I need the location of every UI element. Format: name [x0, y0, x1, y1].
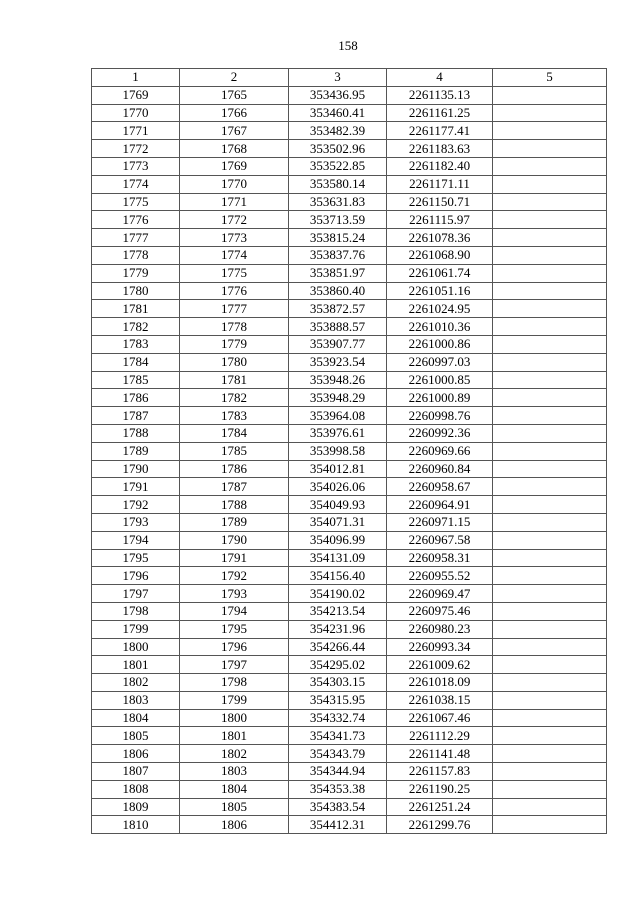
- table-cell: [493, 300, 607, 318]
- table-cell: 1787: [92, 407, 180, 425]
- table-cell: [493, 86, 607, 104]
- table-cell: 1806: [92, 745, 180, 763]
- table-row: [92, 157, 607, 175]
- table-cell: 1795: [92, 549, 180, 567]
- table-cell: [493, 478, 607, 496]
- table-cell: 353872.57: [289, 300, 387, 318]
- table-row: [92, 549, 607, 567]
- table-cell: 353837.76: [289, 246, 387, 264]
- table-cell: [493, 353, 607, 371]
- table-cell: 1804: [92, 709, 180, 727]
- table-cell: 354012.81: [289, 460, 387, 478]
- table-cell: [493, 727, 607, 745]
- table-cell: 354295.02: [289, 656, 387, 674]
- table-cell: [493, 246, 607, 264]
- table-cell: 2261010.36: [387, 318, 493, 336]
- table-cell: [493, 549, 607, 567]
- table-cell: 1776: [180, 282, 289, 300]
- table-row: [92, 602, 607, 620]
- table-cell: 1766: [180, 104, 289, 122]
- table-cell: 1806: [180, 816, 289, 834]
- table-cell: 2260969.47: [387, 585, 493, 603]
- table-row: [92, 709, 607, 727]
- table-cell: 1774: [180, 246, 289, 264]
- table-row: [92, 282, 607, 300]
- table-cell: 1783: [92, 335, 180, 353]
- table-cell: [493, 709, 607, 727]
- table-cell: 1799: [92, 620, 180, 638]
- table-cell: 354156.40: [289, 567, 387, 585]
- table-row: [92, 353, 607, 371]
- table-cell: 1786: [92, 389, 180, 407]
- table-cell: 2260975.46: [387, 602, 493, 620]
- table-cell: 1789: [92, 442, 180, 460]
- table-cell: 1781: [180, 371, 289, 389]
- table-cell: 354303.15: [289, 674, 387, 692]
- table-cell: [493, 602, 607, 620]
- table-cell: 2260967.58: [387, 531, 493, 549]
- table-cell: [493, 407, 607, 425]
- table-cell: 2261024.95: [387, 300, 493, 318]
- table-cell: 354412.31: [289, 816, 387, 834]
- table-cell: 2261000.86: [387, 335, 493, 353]
- table-cell: 1780: [180, 353, 289, 371]
- table-cell: 1804: [180, 780, 289, 798]
- table-row: [92, 780, 607, 798]
- table-row: [92, 300, 607, 318]
- table-row: [92, 193, 607, 211]
- table-cell: 1801: [92, 656, 180, 674]
- table-cell: 2261251.24: [387, 798, 493, 816]
- table-cell: [493, 193, 607, 211]
- table-cell: 1788: [180, 496, 289, 514]
- table-cell: [493, 780, 607, 798]
- table-row: [92, 567, 607, 585]
- column-header: 2: [180, 69, 289, 87]
- table-row: [92, 86, 607, 104]
- table-cell: 1792: [92, 496, 180, 514]
- table-row: [92, 211, 607, 229]
- table-cell: [493, 460, 607, 478]
- table-cell: 2261000.85: [387, 371, 493, 389]
- table-row: [92, 585, 607, 603]
- table-cell: 1773: [92, 157, 180, 175]
- table-cell: 2261177.41: [387, 122, 493, 140]
- table-row: [92, 318, 607, 336]
- table-cell: 2261051.16: [387, 282, 493, 300]
- table-cell: 1793: [180, 585, 289, 603]
- table-cell: [493, 264, 607, 282]
- table-cell: 1793: [92, 513, 180, 531]
- table-cell: 2260998.76: [387, 407, 493, 425]
- table-cell: 1777: [180, 300, 289, 318]
- table-cell: 1799: [180, 691, 289, 709]
- table-cell: 1788: [92, 424, 180, 442]
- table-cell: 354353.38: [289, 780, 387, 798]
- table-cell: 353436.95: [289, 86, 387, 104]
- table-cell: [493, 656, 607, 674]
- table-cell: 2261150.71: [387, 193, 493, 211]
- table-cell: 1775: [92, 193, 180, 211]
- table-cell: 1785: [180, 442, 289, 460]
- table-cell: [493, 638, 607, 656]
- table-cell: 354315.95: [289, 691, 387, 709]
- table-cell: [493, 424, 607, 442]
- table-cell: 2260964.91: [387, 496, 493, 514]
- table-row: [92, 496, 607, 514]
- table-cell: 2260955.52: [387, 567, 493, 585]
- table-cell: [493, 531, 607, 549]
- table-cell: [493, 104, 607, 122]
- table-cell: 1805: [92, 727, 180, 745]
- table-cell: 2261161.25: [387, 104, 493, 122]
- table-cell: 1809: [92, 798, 180, 816]
- table-cell: 2261068.90: [387, 246, 493, 264]
- table-cell: 1767: [180, 122, 289, 140]
- table-cell: 1784: [92, 353, 180, 371]
- table-cell: 1787: [180, 478, 289, 496]
- table-cell: 1796: [180, 638, 289, 656]
- table-cell: 1776: [92, 211, 180, 229]
- table-cell: 353482.39: [289, 122, 387, 140]
- table-cell: 1801: [180, 727, 289, 745]
- table-cell: 1782: [180, 389, 289, 407]
- table-cell: 1768: [180, 140, 289, 158]
- table-row: [92, 638, 607, 656]
- table-cell: 2261171.11: [387, 175, 493, 193]
- table-cell: 354344.94: [289, 763, 387, 781]
- table-cell: 2261182.40: [387, 157, 493, 175]
- table-cell: [493, 691, 607, 709]
- table-cell: 2260980.23: [387, 620, 493, 638]
- table-cell: 1800: [92, 638, 180, 656]
- table-cell: 1781: [92, 300, 180, 318]
- table-cell: 1775: [180, 264, 289, 282]
- table-cell: 2261038.15: [387, 691, 493, 709]
- table-cell: 353815.24: [289, 229, 387, 247]
- table-cell: 1798: [92, 602, 180, 620]
- table-cell: 353580.14: [289, 175, 387, 193]
- table-row: [92, 407, 607, 425]
- table-cell: 354096.99: [289, 531, 387, 549]
- table-cell: [493, 389, 607, 407]
- table-cell: 1771: [180, 193, 289, 211]
- table-row: [92, 229, 607, 247]
- table-cell: 1773: [180, 229, 289, 247]
- table-cell: 354383.54: [289, 798, 387, 816]
- table-cell: 1790: [180, 531, 289, 549]
- table-row: [92, 122, 607, 140]
- table-row: [92, 389, 607, 407]
- table-cell: 354332.74: [289, 709, 387, 727]
- table-body: [92, 69, 607, 834]
- table-cell: 353502.96: [289, 140, 387, 158]
- table-row: [92, 371, 607, 389]
- table-cell: 1778: [180, 318, 289, 336]
- table-row: [92, 442, 607, 460]
- table-row: [92, 763, 607, 781]
- table-cell: [493, 335, 607, 353]
- table-cell: 353860.40: [289, 282, 387, 300]
- table-cell: [493, 496, 607, 514]
- table-cell: 1783: [180, 407, 289, 425]
- table-cell: [493, 282, 607, 300]
- table-cell: [493, 229, 607, 247]
- table-cell: 1803: [180, 763, 289, 781]
- table-cell: 1771: [92, 122, 180, 140]
- table-cell: 1785: [92, 371, 180, 389]
- table-cell: 1800: [180, 709, 289, 727]
- table-cell: 1790: [92, 460, 180, 478]
- table-cell: 1770: [180, 175, 289, 193]
- table-cell: 2260997.03: [387, 353, 493, 371]
- table-cell: 1786: [180, 460, 289, 478]
- table-cell: 2261141.48: [387, 745, 493, 763]
- table-cell: [493, 798, 607, 816]
- table-cell: [493, 442, 607, 460]
- table-row: [92, 691, 607, 709]
- table-cell: [493, 318, 607, 336]
- table-cell: [493, 816, 607, 834]
- table-cell: 2261299.76: [387, 816, 493, 834]
- table-cell: 1797: [180, 656, 289, 674]
- table-header-row: [92, 69, 607, 87]
- table-cell: 353998.58: [289, 442, 387, 460]
- table-cell: 1789: [180, 513, 289, 531]
- table-cell: 1779: [92, 264, 180, 282]
- table-cell: 1765: [180, 86, 289, 104]
- table-cell: [493, 157, 607, 175]
- table-cell: 1780: [92, 282, 180, 300]
- table-cell: 1774: [92, 175, 180, 193]
- table-cell: 353948.26: [289, 371, 387, 389]
- table-cell: 1779: [180, 335, 289, 353]
- table-row: [92, 727, 607, 745]
- table-cell: 1770: [92, 104, 180, 122]
- table-cell: 354190.02: [289, 585, 387, 603]
- table-cell: 354213.54: [289, 602, 387, 620]
- table-row: [92, 745, 607, 763]
- table-cell: 1794: [92, 531, 180, 549]
- table-cell: 353460.41: [289, 104, 387, 122]
- table-row: [92, 620, 607, 638]
- table-cell: 353631.83: [289, 193, 387, 211]
- column-header: 1: [92, 69, 180, 87]
- coordinates-table: [91, 68, 607, 834]
- table-cell: 1810: [92, 816, 180, 834]
- table-cell: 2261000.89: [387, 389, 493, 407]
- table-cell: 354071.31: [289, 513, 387, 531]
- table-cell: 1803: [92, 691, 180, 709]
- table-cell: 353964.08: [289, 407, 387, 425]
- table-cell: 1796: [92, 567, 180, 585]
- table-row: [92, 264, 607, 282]
- table-cell: 1769: [92, 86, 180, 104]
- table-cell: [493, 513, 607, 531]
- table-cell: [493, 567, 607, 585]
- table-cell: 1802: [180, 745, 289, 763]
- table-cell: 1792: [180, 567, 289, 585]
- table-row: [92, 478, 607, 496]
- table-row: [92, 513, 607, 531]
- table-cell: [493, 140, 607, 158]
- table-cell: 353851.97: [289, 264, 387, 282]
- table-cell: [493, 620, 607, 638]
- table-row: [92, 140, 607, 158]
- table-cell: 354131.09: [289, 549, 387, 567]
- table-row: [92, 816, 607, 834]
- table-cell: [493, 585, 607, 603]
- table-row: [92, 460, 607, 478]
- table-cell: [493, 211, 607, 229]
- table-cell: [493, 122, 607, 140]
- table-cell: 2261115.97: [387, 211, 493, 229]
- column-header: 3: [289, 69, 387, 87]
- table-cell: 2260992.36: [387, 424, 493, 442]
- table-cell: 2260960.84: [387, 460, 493, 478]
- table-cell: 2260958.67: [387, 478, 493, 496]
- table-cell: [493, 674, 607, 692]
- table-row: [92, 104, 607, 122]
- table-cell: 353522.85: [289, 157, 387, 175]
- table-row: [92, 424, 607, 442]
- table-cell: 1772: [180, 211, 289, 229]
- table-cell: 2261009.62: [387, 656, 493, 674]
- table-cell: 2261112.29: [387, 727, 493, 745]
- table-row: [92, 674, 607, 692]
- table-cell: 353923.54: [289, 353, 387, 371]
- table-cell: 354231.96: [289, 620, 387, 638]
- table-cell: 1772: [92, 140, 180, 158]
- table-cell: 353713.59: [289, 211, 387, 229]
- table-cell: 354026.06: [289, 478, 387, 496]
- table-cell: [493, 175, 607, 193]
- table-cell: 1778: [92, 246, 180, 264]
- table-row: [92, 798, 607, 816]
- table-cell: 353948.29: [289, 389, 387, 407]
- table-cell: 354266.44: [289, 638, 387, 656]
- table-row: [92, 175, 607, 193]
- table-cell: 1777: [92, 229, 180, 247]
- table-cell: 353907.77: [289, 335, 387, 353]
- column-header: 5: [493, 69, 607, 87]
- table-cell: 354341.73: [289, 727, 387, 745]
- table-cell: 353976.61: [289, 424, 387, 442]
- table-row: [92, 656, 607, 674]
- table-cell: 1782: [92, 318, 180, 336]
- table-cell: 2260969.66: [387, 442, 493, 460]
- table-cell: 1802: [92, 674, 180, 692]
- table-cell: 2261061.74: [387, 264, 493, 282]
- table-cell: [493, 745, 607, 763]
- table-cell: 1791: [180, 549, 289, 567]
- table-cell: 1805: [180, 798, 289, 816]
- table-cell: 2260958.31: [387, 549, 493, 567]
- table-row: [92, 246, 607, 264]
- table-cell: 1798: [180, 674, 289, 692]
- table-cell: 1807: [92, 763, 180, 781]
- table-cell: [493, 763, 607, 781]
- table-cell: 353888.57: [289, 318, 387, 336]
- table-cell: 2260971.15: [387, 513, 493, 531]
- table-cell: 354343.79: [289, 745, 387, 763]
- page-number: 158: [338, 38, 358, 53]
- table-cell: 2261183.63: [387, 140, 493, 158]
- table-cell: 1797: [92, 585, 180, 603]
- table-cell: [493, 371, 607, 389]
- table-cell: 2261067.46: [387, 709, 493, 727]
- table-cell: 2261018.09: [387, 674, 493, 692]
- table-cell: 2261190.25: [387, 780, 493, 798]
- column-header: 4: [387, 69, 493, 87]
- table-cell: 1791: [92, 478, 180, 496]
- table-cell: 2261078.36: [387, 229, 493, 247]
- table-cell: 1784: [180, 424, 289, 442]
- table-row: [92, 531, 607, 549]
- table-cell: 1769: [180, 157, 289, 175]
- table-cell: 1808: [92, 780, 180, 798]
- table-cell: 1794: [180, 602, 289, 620]
- table-cell: 2261157.83: [387, 763, 493, 781]
- table-row: [92, 335, 607, 353]
- table-cell: 1795: [180, 620, 289, 638]
- table-cell: 2260993.34: [387, 638, 493, 656]
- table-cell: 2261135.13: [387, 86, 493, 104]
- table-cell: 354049.93: [289, 496, 387, 514]
